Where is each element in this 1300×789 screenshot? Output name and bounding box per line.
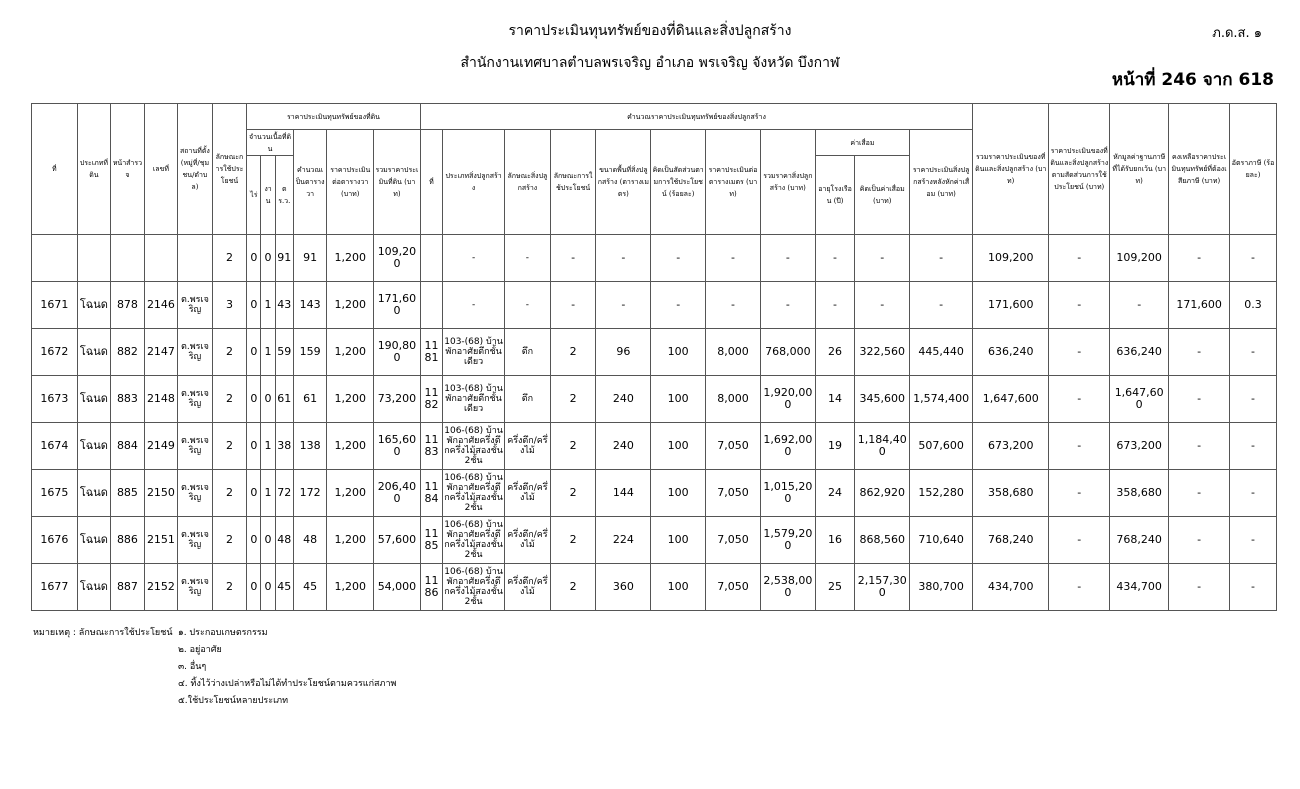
cell-taxable: - (1169, 329, 1230, 376)
cell-building-area: 240 (596, 423, 651, 470)
cell-ngan: 1 (261, 329, 275, 376)
cell-age: - (815, 282, 855, 329)
cell-deed-type: โฉนด (77, 423, 111, 470)
header-no: ที่ (32, 104, 78, 235)
note-item: ๑. ประกอบเกษตรกรรม (178, 628, 268, 638)
cell-deed-type: โฉนด (77, 517, 111, 564)
cell-ngan: 0 (261, 517, 275, 564)
table-row (32, 564, 1277, 611)
cell-building-total: - (760, 235, 815, 282)
cell-building-no: 1181 (420, 329, 442, 376)
cell-building-usage: 2 (550, 564, 596, 611)
cell-ngan: 1 (261, 282, 275, 329)
cell-usage: 2 (212, 329, 247, 376)
cell-ngan: 0 (261, 564, 275, 611)
cell-building-area: - (596, 235, 651, 282)
cell-deed-no: 2150 (144, 470, 178, 517)
cell-building-no: 1183 (420, 423, 442, 470)
cell-age: 14 (815, 376, 855, 423)
cell-deduction: 1,647,600 (1110, 376, 1169, 423)
cell-age: 26 (815, 329, 855, 376)
cell-price-wa: 1,200 (327, 423, 374, 470)
cell-location: ต.พรเจริญ (178, 423, 213, 470)
cell-wa: 38 (275, 423, 293, 470)
cell-usage: 2 (212, 235, 247, 282)
cell-building-price: 7,050 (706, 470, 761, 517)
cell-calc-wa: 138 (293, 423, 327, 470)
cell-building-price: - (706, 282, 761, 329)
cell-building-char: ครึ่งตึก/ครึ่งไม้ (505, 423, 551, 470)
cell-building-usage: 2 (550, 376, 596, 423)
cell-taxable: - (1169, 470, 1230, 517)
cell-land-total: 73,200 (374, 376, 421, 423)
cell-proportional: - (1049, 376, 1110, 423)
cell-after-depreciation: 1,574,400 (910, 376, 973, 423)
header-wa: ตร.ว. (275, 156, 293, 235)
cell-building-usage: - (550, 235, 596, 282)
cell-building-price: 7,050 (706, 517, 761, 564)
header-deed-no: เลขที่ (144, 104, 178, 235)
cell-building-share: - (651, 282, 706, 329)
header-rai: ไร่ (247, 156, 261, 235)
cell-location: ต.พรเจริญ (178, 517, 213, 564)
cell-land-total: 54,000 (374, 564, 421, 611)
cell-taxable: - (1169, 376, 1230, 423)
header-group-depreciation: ค่าเสื่อม (815, 130, 909, 156)
cell-wa: 59 (275, 329, 293, 376)
cell-usage: 2 (212, 517, 247, 564)
cell-after-depreciation: - (910, 282, 973, 329)
cell-calc-wa: 143 (293, 282, 327, 329)
assessment-table (31, 103, 1277, 611)
cell-deed-type: โฉนด (77, 564, 111, 611)
cell-deed-no: 2148 (144, 376, 178, 423)
cell-grand-total: 109,200 (973, 235, 1049, 282)
note-item: ๒. อยู่อาศัย (178, 645, 222, 655)
cell-tax-rate: - (1230, 517, 1277, 564)
page-number: หน้าที่ 246 จาก 618 (1111, 70, 1274, 90)
note-item: ๕.ใช้ประโยชน์หลายประเภท (178, 696, 289, 706)
cell-building-usage: - (550, 282, 596, 329)
cell-building-char: - (505, 235, 551, 282)
cell-grand-total: 673,200 (973, 423, 1049, 470)
cell-wa: 48 (275, 517, 293, 564)
cell-usage: 2 (212, 423, 247, 470)
header-location: สถานที่ตั้ง(หมู่ที่/ชุมชน/ตำบล) (178, 104, 213, 235)
cell-deed-type: โฉนด (77, 376, 111, 423)
cell-proportional: - (1049, 423, 1110, 470)
cell-deed-type: โฉนด (77, 282, 111, 329)
cell-building-char: - (505, 282, 551, 329)
cell-no: 1671 (32, 282, 78, 329)
cell-depreciation-amount: 2,157,300 (855, 564, 910, 611)
cell-deed-no: 2151 (144, 517, 178, 564)
cell-building-total: 1,692,000 (760, 423, 815, 470)
header-building-area: ขนาดพื้นที่สิ่งปลูกสร้าง (ตารางเมตร) (596, 130, 651, 235)
cell-tax-rate: 0.3 (1230, 282, 1277, 329)
cell-age: - (815, 235, 855, 282)
cell-land-total: 190,800 (374, 329, 421, 376)
cell-proportional: - (1049, 329, 1110, 376)
header-deduction: หักมูลค่าฐานภาษีที่ได้รับยกเว้น (บาท) (1110, 104, 1169, 235)
cell-price-wa: 1,200 (327, 329, 374, 376)
cell-deduction: 673,200 (1110, 423, 1169, 470)
cell-rai: 0 (247, 235, 261, 282)
cell-location (178, 235, 213, 282)
cell-survey-page (111, 235, 145, 282)
cell-wa: 43 (275, 282, 293, 329)
cell-building-type: 106-(68) บ้านพักอาศัยครึ่งตึกครึ่งไม้สองชั้น 2ชั้น (443, 470, 505, 517)
cell-no: 1675 (32, 470, 78, 517)
header-group-land: ราคาประเมินทุนทรัพย์ของที่ดิน (247, 104, 421, 130)
cell-grand-total: 636,240 (973, 329, 1049, 376)
cell-building-area: 240 (596, 376, 651, 423)
table-row (32, 376, 1277, 423)
cell-building-char: ตึก (505, 329, 551, 376)
cell-building-total: 1,015,200 (760, 470, 815, 517)
header-land-total: รวมราคาประเมินที่ดิน (บาท) (374, 130, 421, 235)
cell-depreciation-amount: 1,184,400 (855, 423, 910, 470)
cell-depreciation-amount: 868,560 (855, 517, 910, 564)
cell-calc-wa: 61 (293, 376, 327, 423)
cell-taxable: - (1169, 423, 1230, 470)
cell-proportional: - (1049, 235, 1110, 282)
cell-no: 1673 (32, 376, 78, 423)
cell-survey-page: 885 (111, 470, 145, 517)
header-proportional: ราคาประเมินของที่ดินและสิ่งปลูกสร้างตามสัดส่วนการใช้ประโยชน์ (บาท) (1049, 104, 1110, 235)
table-row (32, 423, 1277, 470)
cell-deed-no: 2149 (144, 423, 178, 470)
cell-age: 16 (815, 517, 855, 564)
cell-building-usage: 2 (550, 517, 596, 564)
cell-depreciation-amount: 322,560 (855, 329, 910, 376)
cell-tax-rate: - (1230, 235, 1277, 282)
cell-location: ต.พรเจริญ (178, 329, 213, 376)
cell-no: 1676 (32, 517, 78, 564)
cell-deed-no: 2152 (144, 564, 178, 611)
cell-building-share: 100 (651, 423, 706, 470)
cell-proportional: - (1049, 470, 1110, 517)
cell-land-total: 171,600 (374, 282, 421, 329)
header-usage: ลักษณะการใช้ประโยชน์ (212, 104, 247, 235)
cell-building-share: 100 (651, 376, 706, 423)
cell-deed-no: 2147 (144, 329, 178, 376)
cell-deduction: 109,200 (1110, 235, 1169, 282)
cell-grand-total: 358,680 (973, 470, 1049, 517)
cell-no: 1672 (32, 329, 78, 376)
cell-building-price: 8,000 (706, 329, 761, 376)
cell-building-total: - (760, 282, 815, 329)
cell-calc-wa: 159 (293, 329, 327, 376)
cell-building-no: 1182 (420, 376, 442, 423)
header-taxable: คงเหลือราคาประเมินทุนทรัพย์ที่ต้องเสียภาษี (บาท) (1169, 104, 1230, 235)
cell-building-char: ครึ่งตึก/ครึ่งไม้ (505, 564, 551, 611)
cell-rai: 0 (247, 376, 261, 423)
form-code: ภ.ด.ส. ๑ (1212, 26, 1262, 41)
cell-after-depreciation: 445,440 (910, 329, 973, 376)
cell-calc-wa: 172 (293, 470, 327, 517)
cell-ngan: 1 (261, 470, 275, 517)
cell-survey-page: 883 (111, 376, 145, 423)
cell-no: 1674 (32, 423, 78, 470)
cell-building-usage: 2 (550, 329, 596, 376)
cell-building-price: - (706, 235, 761, 282)
cell-land-total: 165,600 (374, 423, 421, 470)
cell-location: ต.พรเจริญ (178, 470, 213, 517)
cell-building-no: 1186 (420, 564, 442, 611)
cell-tax-rate: - (1230, 470, 1277, 517)
cell-building-area: 144 (596, 470, 651, 517)
cell-land-total: 206,400 (374, 470, 421, 517)
cell-building-no: 1185 (420, 517, 442, 564)
cell-age: 25 (815, 564, 855, 611)
cell-deed-no: 2146 (144, 282, 178, 329)
header-building-total: รวมราคาสิ่งปลูกสร้าง (บาท) (760, 130, 815, 235)
cell-deed-no (144, 235, 178, 282)
cell-price-wa: 1,200 (327, 282, 374, 329)
cell-usage: 2 (212, 564, 247, 611)
cell-depreciation-amount: - (855, 282, 910, 329)
cell-price-wa: 1,200 (327, 235, 374, 282)
cell-proportional: - (1049, 282, 1110, 329)
cell-calc-wa: 91 (293, 235, 327, 282)
cell-rai: 0 (247, 329, 261, 376)
cell-land-total: 109,200 (374, 235, 421, 282)
cell-building-no: 1184 (420, 470, 442, 517)
cell-building-area: 96 (596, 329, 651, 376)
cell-taxable: - (1169, 235, 1230, 282)
header-group-area: จำนวนเนื้อที่ดิน (247, 130, 294, 156)
cell-usage: 3 (212, 282, 247, 329)
cell-building-share: 100 (651, 470, 706, 517)
cell-deduction: 358,680 (1110, 470, 1169, 517)
cell-survey-page: 878 (111, 282, 145, 329)
cell-after-depreciation: 507,600 (910, 423, 973, 470)
cell-building-price: 7,050 (706, 423, 761, 470)
note-item: ๓. อื่นๆ (178, 662, 207, 672)
header-age: อายุโรงเรือน (ปี) (815, 156, 855, 235)
cell-after-depreciation: 380,700 (910, 564, 973, 611)
cell-deed-type: โฉนด (77, 329, 111, 376)
cell-after-depreciation: 710,640 (910, 517, 973, 564)
cell-grand-total: 1,647,600 (973, 376, 1049, 423)
cell-wa: 72 (275, 470, 293, 517)
cell-building-no (420, 235, 442, 282)
table-row (32, 282, 1277, 329)
cell-building-type: - (443, 282, 505, 329)
cell-ngan: 0 (261, 235, 275, 282)
cell-deduction: - (1110, 282, 1169, 329)
header-building-price: ราคาประเมินต่อตารางเมตร (บาท) (706, 130, 761, 235)
header-building-no: ที่ (420, 130, 442, 235)
cell-usage: 2 (212, 376, 247, 423)
cell-location: ต.พรเจริญ (178, 282, 213, 329)
header-price-wa: ราคาประเมินต่อตารางวา (บาท) (327, 130, 374, 235)
cell-age: 19 (815, 423, 855, 470)
cell-wa: 91 (275, 235, 293, 282)
cell-usage: 2 (212, 470, 247, 517)
cell-building-area: - (596, 282, 651, 329)
cell-deduction: 636,240 (1110, 329, 1169, 376)
cell-deduction: 768,240 (1110, 517, 1169, 564)
cell-grand-total: 434,700 (973, 564, 1049, 611)
cell-building-no (420, 282, 442, 329)
cell-rai: 0 (247, 470, 261, 517)
cell-price-wa: 1,200 (327, 517, 374, 564)
note-item: ๔. ทิ้งไว้ว่างเปล่าหรือไม่ได้ทำประโยชน์ตามควรแก่สภาพ (178, 679, 397, 689)
cell-taxable: - (1169, 517, 1230, 564)
cell-proportional: - (1049, 517, 1110, 564)
cell-building-type: 106-(68) บ้านพักอาศัยครึ่งตึกครึ่งไม้สองชั้น 2ชั้น (443, 564, 505, 611)
cell-building-price: 7,050 (706, 564, 761, 611)
cell-after-depreciation: 152,280 (910, 470, 973, 517)
header-ngan: งาน (261, 156, 275, 235)
cell-land-total: 57,600 (374, 517, 421, 564)
cell-rai: 0 (247, 423, 261, 470)
cell-grand-total: 171,600 (973, 282, 1049, 329)
cell-proportional: - (1049, 564, 1110, 611)
cell-no: 1677 (32, 564, 78, 611)
cell-survey-page: 882 (111, 329, 145, 376)
cell-location: ต.พรเจริญ (178, 564, 213, 611)
cell-survey-page: 884 (111, 423, 145, 470)
cell-ngan: 0 (261, 376, 275, 423)
cell-depreciation-amount: 345,600 (855, 376, 910, 423)
cell-rai: 0 (247, 517, 261, 564)
cell-building-char: ครึ่งตึก/ครึ่งไม้ (505, 517, 551, 564)
table-row (32, 470, 1277, 517)
cell-wa: 45 (275, 564, 293, 611)
cell-calc-wa: 48 (293, 517, 327, 564)
cell-building-type: 106-(68) บ้านพักอาศัยครึ่งตึกครึ่งไม้สองชั้น 2ชั้น (443, 423, 505, 470)
cell-building-price: 8,000 (706, 376, 761, 423)
header-building-share: คิดเป็นสัดส่วนตามการใช้ประโยชน์ (ร้อยละ) (651, 130, 706, 235)
cell-price-wa: 1,200 (327, 470, 374, 517)
cell-price-wa: 1,200 (327, 376, 374, 423)
cell-tax-rate: - (1230, 423, 1277, 470)
table-row (32, 329, 1277, 376)
cell-no (32, 235, 78, 282)
cell-tax-rate: - (1230, 329, 1277, 376)
cell-building-share: 100 (651, 329, 706, 376)
cell-wa: 61 (275, 376, 293, 423)
header-grand-total: รวมราคาประเมินของที่ดินและสิ่งปลูกสร้าง (บาท) (973, 104, 1049, 235)
cell-ngan: 1 (261, 423, 275, 470)
cell-deed-type (77, 235, 111, 282)
header-building-type: ประเภทสิ่งปลูกสร้าง (443, 130, 505, 235)
cell-building-area: 224 (596, 517, 651, 564)
table-row (32, 517, 1277, 564)
header-calc-wa: คำนวณเป็นตารางวา (293, 130, 327, 235)
cell-building-total: 2,538,000 (760, 564, 815, 611)
cell-depreciation-amount: 862,920 (855, 470, 910, 517)
cell-building-usage: 2 (550, 423, 596, 470)
header-after-depreciation: ราคาประเมินสิ่งปลูกสร้างหลังหักค่าเสื่อม (บาท) (910, 130, 973, 235)
cell-building-type: 103-(68) บ้านพักอาศัยตึกชั้นเดียว (443, 329, 505, 376)
cell-building-usage: 2 (550, 470, 596, 517)
cell-after-depreciation: - (910, 235, 973, 282)
header-depreciation-amount: คิดเป็นค่าเสื่อม (บาท) (855, 156, 910, 235)
header-deed-type: ประเภทที่ดิน (77, 104, 111, 235)
header-building-usage: ลักษณะการใช้ประโยชน์ (550, 130, 596, 235)
table-row (32, 235, 1277, 282)
cell-deed-type: โฉนด (77, 470, 111, 517)
cell-deduction: 434,700 (1110, 564, 1169, 611)
cell-grand-total: 768,240 (973, 517, 1049, 564)
header-building-char: ลักษณะสิ่งปลูกสร้าง (505, 130, 551, 235)
header-group-building: คำนวณราคาประเมินทุนทรัพย์ของสิ่งปลูกสร้าง (420, 104, 972, 130)
cell-building-char: ตึก (505, 376, 551, 423)
document-title: ราคาประเมินทุนทรัพย์ของที่ดินและสิ่งปลูกสร้าง (508, 23, 792, 39)
cell-age: 24 (815, 470, 855, 517)
cell-building-share: - (651, 235, 706, 282)
cell-building-type: - (443, 235, 505, 282)
cell-building-share: 100 (651, 564, 706, 611)
cell-depreciation-amount: - (855, 235, 910, 282)
cell-taxable: - (1169, 564, 1230, 611)
notes-label: หมายเหตุ : ลักษณะการใช้ประโยชน์ (33, 628, 173, 638)
cell-building-total: 768,000 (760, 329, 815, 376)
cell-taxable: 171,600 (1169, 282, 1230, 329)
cell-survey-page: 886 (111, 517, 145, 564)
header-survey-page: หน้าสำรวจ (111, 104, 145, 235)
notes-section (33, 625, 396, 710)
cell-survey-page: 887 (111, 564, 145, 611)
cell-building-char: ครึ่งตึก/ครึ่งไม้ (505, 470, 551, 517)
cell-calc-wa: 45 (293, 564, 327, 611)
cell-tax-rate: - (1230, 564, 1277, 611)
cell-tax-rate: - (1230, 376, 1277, 423)
cell-building-area: 360 (596, 564, 651, 611)
cell-location: ต.พรเจริญ (178, 376, 213, 423)
header-tax-rate: อัตราภาษี (ร้อยละ) (1230, 104, 1277, 235)
cell-rai: 0 (247, 564, 261, 611)
cell-price-wa: 1,200 (327, 564, 374, 611)
cell-building-total: 1,579,200 (760, 517, 815, 564)
cell-rai: 0 (247, 282, 261, 329)
cell-building-type: 106-(68) บ้านพักอาศัยครึ่งตึกครึ่งไม้สองชั้น 2ชั้น (443, 517, 505, 564)
cell-building-type: 103-(68) บ้านพักอาศัยตึกชั้นเดียว (443, 376, 505, 423)
cell-building-share: 100 (651, 517, 706, 564)
document-subtitle: สำนักงานเทศบาลตำบลพรเจริญ อำเภอ พรเจริญ จังหวัด บึงกาฬ (460, 55, 840, 71)
cell-building-total: 1,920,000 (760, 376, 815, 423)
